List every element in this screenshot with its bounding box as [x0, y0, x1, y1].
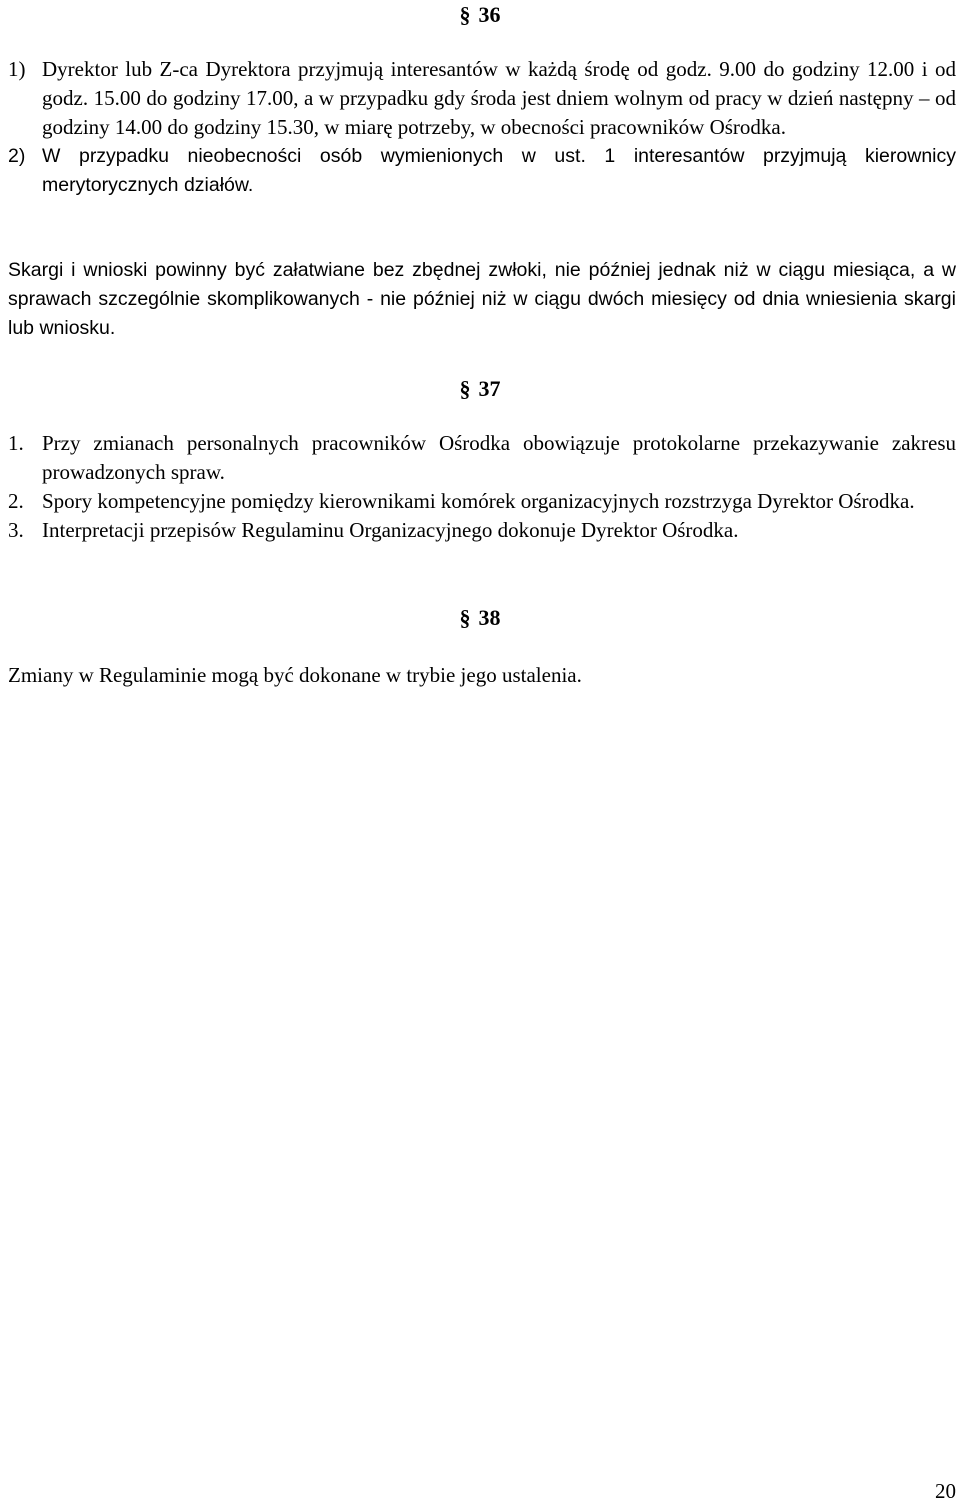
page-number: 20	[935, 1479, 956, 1503]
list-marker: 2)	[8, 145, 26, 167]
list-item-text: Interpretacji przepisów Regulaminu Organizacyjnego dokonuje Dyrektor Ośrodka.	[42, 518, 739, 542]
list-item	[8, 487, 956, 516]
section-number: 36	[478, 2, 501, 27]
list-item-text: Dyrektor lub Z-ca Dyrektora przyjmują interesantów w każdą środę od godz. 9.00 do godziny 12.00 i od godz. 15.00 do godziny 17.00, a w przypadku gdy środa jest dniem wolnym od pracy w dzień następny – od godziny 14.00 do godziny 15.30, w miarę potrzeby, w obecności pracowników Ośrodka.	[42, 57, 956, 139]
section-number: 37	[478, 376, 501, 401]
list-item-text: Spory kompetencyjne pomiędzy kierownikami komórek organizacyjnych rozstrzyga Dyrektor Ośrodka.	[42, 489, 915, 513]
list-item-text: Przy zmianach personalnych pracowników Ośrodka obowiązuje protokolarne przekazywanie zakresu prowadzonych spraw.	[42, 431, 956, 484]
list-marker: 2.	[8, 489, 24, 513]
section-heading-37	[0, 376, 960, 402]
list-item	[8, 55, 956, 142]
section-symbol: §	[459, 605, 471, 630]
list-marker: 1.	[8, 431, 24, 455]
section-heading-36	[0, 2, 960, 28]
section-36-paragraph: Skargi i wnioski powinny być załatwiane bez zbędnej zwłoki, nie później jednak niż w ciągu miesiąca, a w sprawach szczególnie skomplikowanych - nie później niż w ciągu dwóch miesięcy od dnia wniesienia skargi lub wniosku.	[8, 259, 956, 339]
section-number: 38	[478, 605, 501, 630]
list-item	[8, 516, 956, 545]
list-item	[8, 142, 956, 200]
list-marker: 1)	[8, 57, 26, 81]
section-36-list	[8, 55, 956, 200]
section-symbol: §	[459, 2, 471, 27]
list-marker: 3.	[8, 518, 24, 542]
list-item-text: W przypadku nieobecności osób wymienionych w ust. 1 interesantów przyjmują kierownicy merytorycznych działów.	[42, 145, 956, 196]
section-heading-38	[0, 605, 960, 631]
section-symbol: §	[459, 376, 471, 401]
section-37-list	[8, 429, 956, 545]
list-item	[8, 429, 956, 487]
section-38-paragraph: Zmiany w Regulaminie mogą być dokonane w trybie jego ustalenia.	[8, 663, 582, 687]
